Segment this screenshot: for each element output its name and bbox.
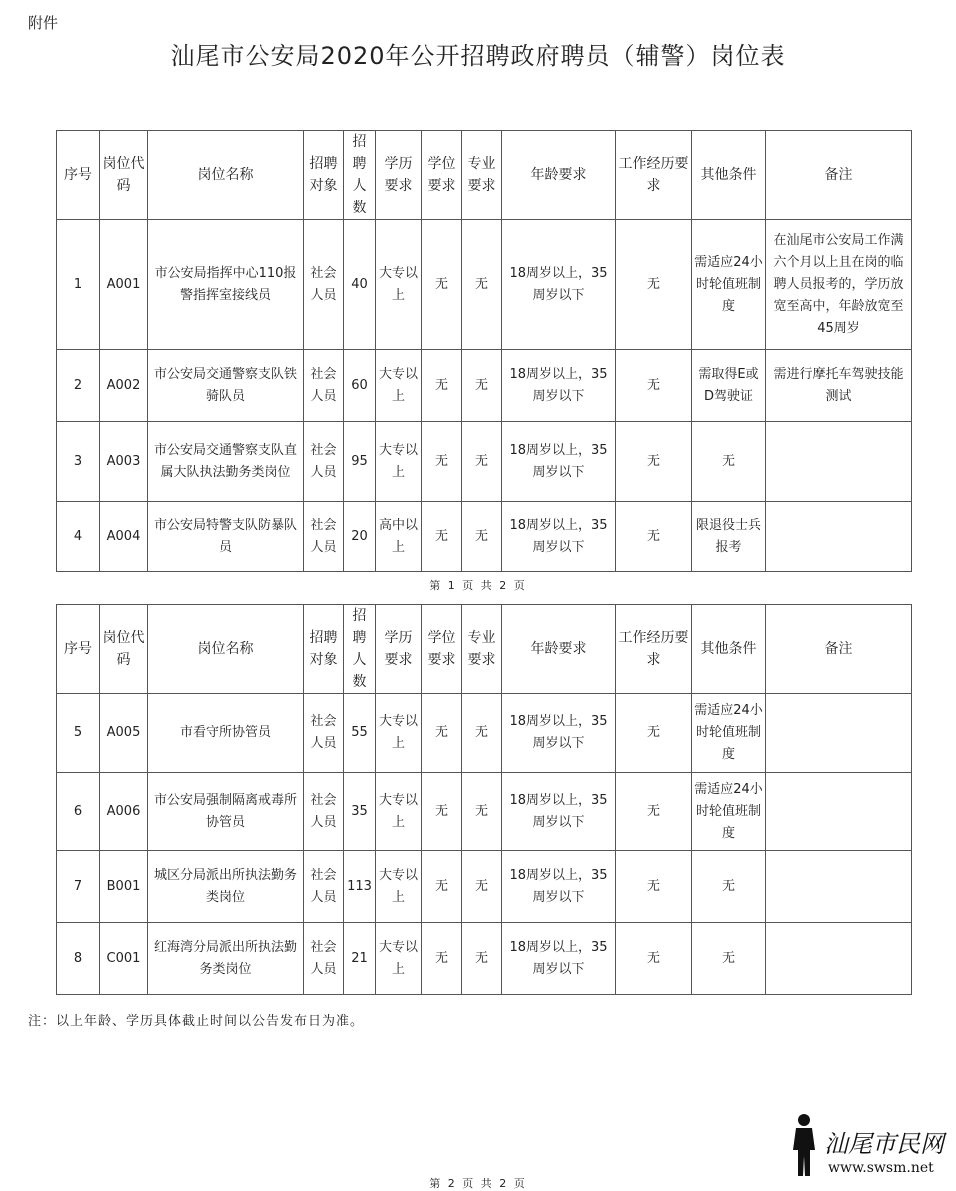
cell-age: 18周岁以上，35周岁以下 <box>502 923 616 995</box>
watermark-title: 汕尾市民网 <box>824 1130 944 1158</box>
watermark-url: www.swsm.net <box>828 1160 934 1176</box>
cell-count: 113 <box>344 851 376 923</box>
cell-target: 社会人员 <box>304 773 344 851</box>
cell-seq: 8 <box>57 923 100 995</box>
page-footer-1: 第 1 页 共 2 页 <box>429 579 527 592</box>
header-other: 其他条件 <box>692 131 766 220</box>
cell-name: 市公安局交通警察支队直属大队执法勤务类岗位 <box>148 422 304 502</box>
cell-age: 18周岁以上，35周岁以下 <box>502 694 616 773</box>
cell-major: 无 <box>462 923 502 995</box>
cell-seq: 2 <box>57 350 100 422</box>
cell-seq: 6 <box>57 773 100 851</box>
cell-name: 市公安局交通警察支队铁骑队员 <box>148 350 304 422</box>
cell-exp: 无 <box>616 773 692 851</box>
table-header-row <box>57 605 912 694</box>
attachment-label: 附件 <box>28 14 59 32</box>
cell-major: 无 <box>462 851 502 923</box>
page-footer-2: 第 2 页 共 2 页 <box>429 1177 527 1190</box>
cell-exp: 无 <box>616 851 692 923</box>
cell-code: A006 <box>100 773 148 851</box>
cell-count: 21 <box>344 923 376 995</box>
cell-age: 18周岁以上，35周岁以下 <box>502 502 616 572</box>
cell-other: 需适应24小时轮值班制度 <box>692 773 766 851</box>
cell-code: A004 <box>100 502 148 572</box>
cell-seq: 4 <box>57 502 100 572</box>
header-major: 专业要求 <box>462 605 502 694</box>
watermark-logo <box>788 1110 948 1182</box>
header-age: 年龄要求 <box>502 605 616 694</box>
cell-count: 40 <box>344 220 376 350</box>
cell-age: 18周岁以上，35周岁以下 <box>502 851 616 923</box>
cell-exp: 无 <box>616 694 692 773</box>
table-row <box>57 694 912 773</box>
cell-name: 市公安局指挥中心110报警指挥室接线员 <box>148 220 304 350</box>
cell-seq: 3 <box>57 422 100 502</box>
cell-edu: 大专以上 <box>376 773 422 851</box>
cell-code: A001 <box>100 220 148 350</box>
cell-exp: 无 <box>616 502 692 572</box>
cell-edu: 大专以上 <box>376 923 422 995</box>
cell-name: 市公安局强制隔离戒毒所协管员 <box>148 773 304 851</box>
header-degree: 学位要求 <box>422 605 462 694</box>
header-code: 岗位代码 <box>100 605 148 694</box>
cell-other: 无 <box>692 851 766 923</box>
cell-degree: 无 <box>422 923 462 995</box>
cell-major: 无 <box>462 694 502 773</box>
cell-major: 无 <box>462 502 502 572</box>
cell-edu: 大专以上 <box>376 851 422 923</box>
cell-seq: 1 <box>57 220 100 350</box>
cell-exp: 无 <box>616 422 692 502</box>
cell-target: 社会人员 <box>304 851 344 923</box>
cell-code: A002 <box>100 350 148 422</box>
cell-other: 需取得E或D驾驶证 <box>692 350 766 422</box>
cell-exp: 无 <box>616 220 692 350</box>
cell-major: 无 <box>462 220 502 350</box>
cell-other: 无 <box>692 923 766 995</box>
footnote: 注：以上年龄、学历具体截止时间以公告发布日为准。 <box>28 1014 365 1029</box>
cell-remark: 需进行摩托车驾驶技能测试 <box>766 350 912 422</box>
header-remark: 备注 <box>766 131 912 220</box>
cell-target: 社会人员 <box>304 694 344 773</box>
cell-edu: 大专以上 <box>376 694 422 773</box>
cell-name: 城区分局派出所执法勤务类岗位 <box>148 851 304 923</box>
header-name: 岗位名称 <box>148 131 304 220</box>
cell-other: 无 <box>692 422 766 502</box>
positions-table-page2 <box>56 604 912 995</box>
header-exp: 工作经历要求 <box>616 605 692 694</box>
page-title: 汕尾市公安局2020年公开招聘政府聘员（辅警）岗位表 <box>170 42 786 70</box>
header-other: 其他条件 <box>692 605 766 694</box>
header-remark: 备注 <box>766 605 912 694</box>
table-row <box>57 350 912 422</box>
header-major: 专业要求 <box>462 131 502 220</box>
table-row <box>57 422 912 502</box>
cell-degree: 无 <box>422 220 462 350</box>
cell-other: 限退役士兵报考 <box>692 502 766 572</box>
cell-count: 95 <box>344 422 376 502</box>
cell-code: B001 <box>100 851 148 923</box>
cell-degree: 无 <box>422 851 462 923</box>
cell-remark <box>766 851 912 923</box>
cell-other: 需适应24小时轮值班制度 <box>692 220 766 350</box>
header-target: 招聘对象 <box>304 131 344 220</box>
cell-degree: 无 <box>422 350 462 422</box>
cell-count: 60 <box>344 350 376 422</box>
cell-age: 18周岁以上，35周岁以下 <box>502 422 616 502</box>
cell-count: 55 <box>344 694 376 773</box>
header-code: 岗位代码 <box>100 131 148 220</box>
cell-target: 社会人员 <box>304 923 344 995</box>
header-target: 招聘对象 <box>304 605 344 694</box>
cell-remark <box>766 923 912 995</box>
cell-exp: 无 <box>616 350 692 422</box>
cell-seq: 5 <box>57 694 100 773</box>
header-exp: 工作经历要求 <box>616 131 692 220</box>
table-row <box>57 851 912 923</box>
header-edu: 学历要求 <box>376 605 422 694</box>
cell-remark <box>766 502 912 572</box>
cell-degree: 无 <box>422 773 462 851</box>
positions-table-page1 <box>56 130 912 572</box>
cell-target: 社会人员 <box>304 350 344 422</box>
cell-edu: 大专以上 <box>376 350 422 422</box>
cell-major: 无 <box>462 773 502 851</box>
cell-degree: 无 <box>422 422 462 502</box>
cell-name: 市公安局特警支队防暴队员 <box>148 502 304 572</box>
cell-major: 无 <box>462 350 502 422</box>
header-count: 招聘人数 <box>344 605 376 694</box>
cell-name: 红海湾分局派出所执法勤务类岗位 <box>148 923 304 995</box>
cell-count: 20 <box>344 502 376 572</box>
cell-major: 无 <box>462 422 502 502</box>
watermark-figure-icon <box>788 1110 948 1182</box>
cell-remark: 在汕尾市公安局工作满六个月以上且在岗的临聘人员报考的，学历放宽至高中，年龄放宽至45周岁 <box>766 220 912 350</box>
cell-other: 需适应24小时轮值班制度 <box>692 694 766 773</box>
cell-code: C001 <box>100 923 148 995</box>
cell-remark <box>766 694 912 773</box>
cell-target: 社会人员 <box>304 502 344 572</box>
cell-exp: 无 <box>616 923 692 995</box>
table-header-row <box>57 131 912 220</box>
header-seq: 序号 <box>57 131 100 220</box>
header-seq: 序号 <box>57 605 100 694</box>
header-name: 岗位名称 <box>148 605 304 694</box>
cell-target: 社会人员 <box>304 220 344 350</box>
header-edu: 学历要求 <box>376 131 422 220</box>
table-row <box>57 502 912 572</box>
cell-age: 18周岁以上，35周岁以下 <box>502 773 616 851</box>
cell-code: A003 <box>100 422 148 502</box>
header-count: 招聘人数 <box>344 131 376 220</box>
cell-name: 市看守所协管员 <box>148 694 304 773</box>
table-row <box>57 923 912 995</box>
cell-remark <box>766 773 912 851</box>
cell-target: 社会人员 <box>304 422 344 502</box>
cell-degree: 无 <box>422 694 462 773</box>
cell-remark <box>766 422 912 502</box>
cell-seq: 7 <box>57 851 100 923</box>
table-row <box>57 220 912 350</box>
cell-code: A005 <box>100 694 148 773</box>
table-row <box>57 773 912 851</box>
cell-edu: 大专以上 <box>376 220 422 350</box>
cell-edu: 大专以上 <box>376 422 422 502</box>
header-degree: 学位要求 <box>422 131 462 220</box>
header-age: 年龄要求 <box>502 131 616 220</box>
cell-count: 35 <box>344 773 376 851</box>
cell-age: 18周岁以上，35周岁以下 <box>502 220 616 350</box>
cell-degree: 无 <box>422 502 462 572</box>
cell-edu: 高中以上 <box>376 502 422 572</box>
cell-age: 18周岁以上，35周岁以下 <box>502 350 616 422</box>
